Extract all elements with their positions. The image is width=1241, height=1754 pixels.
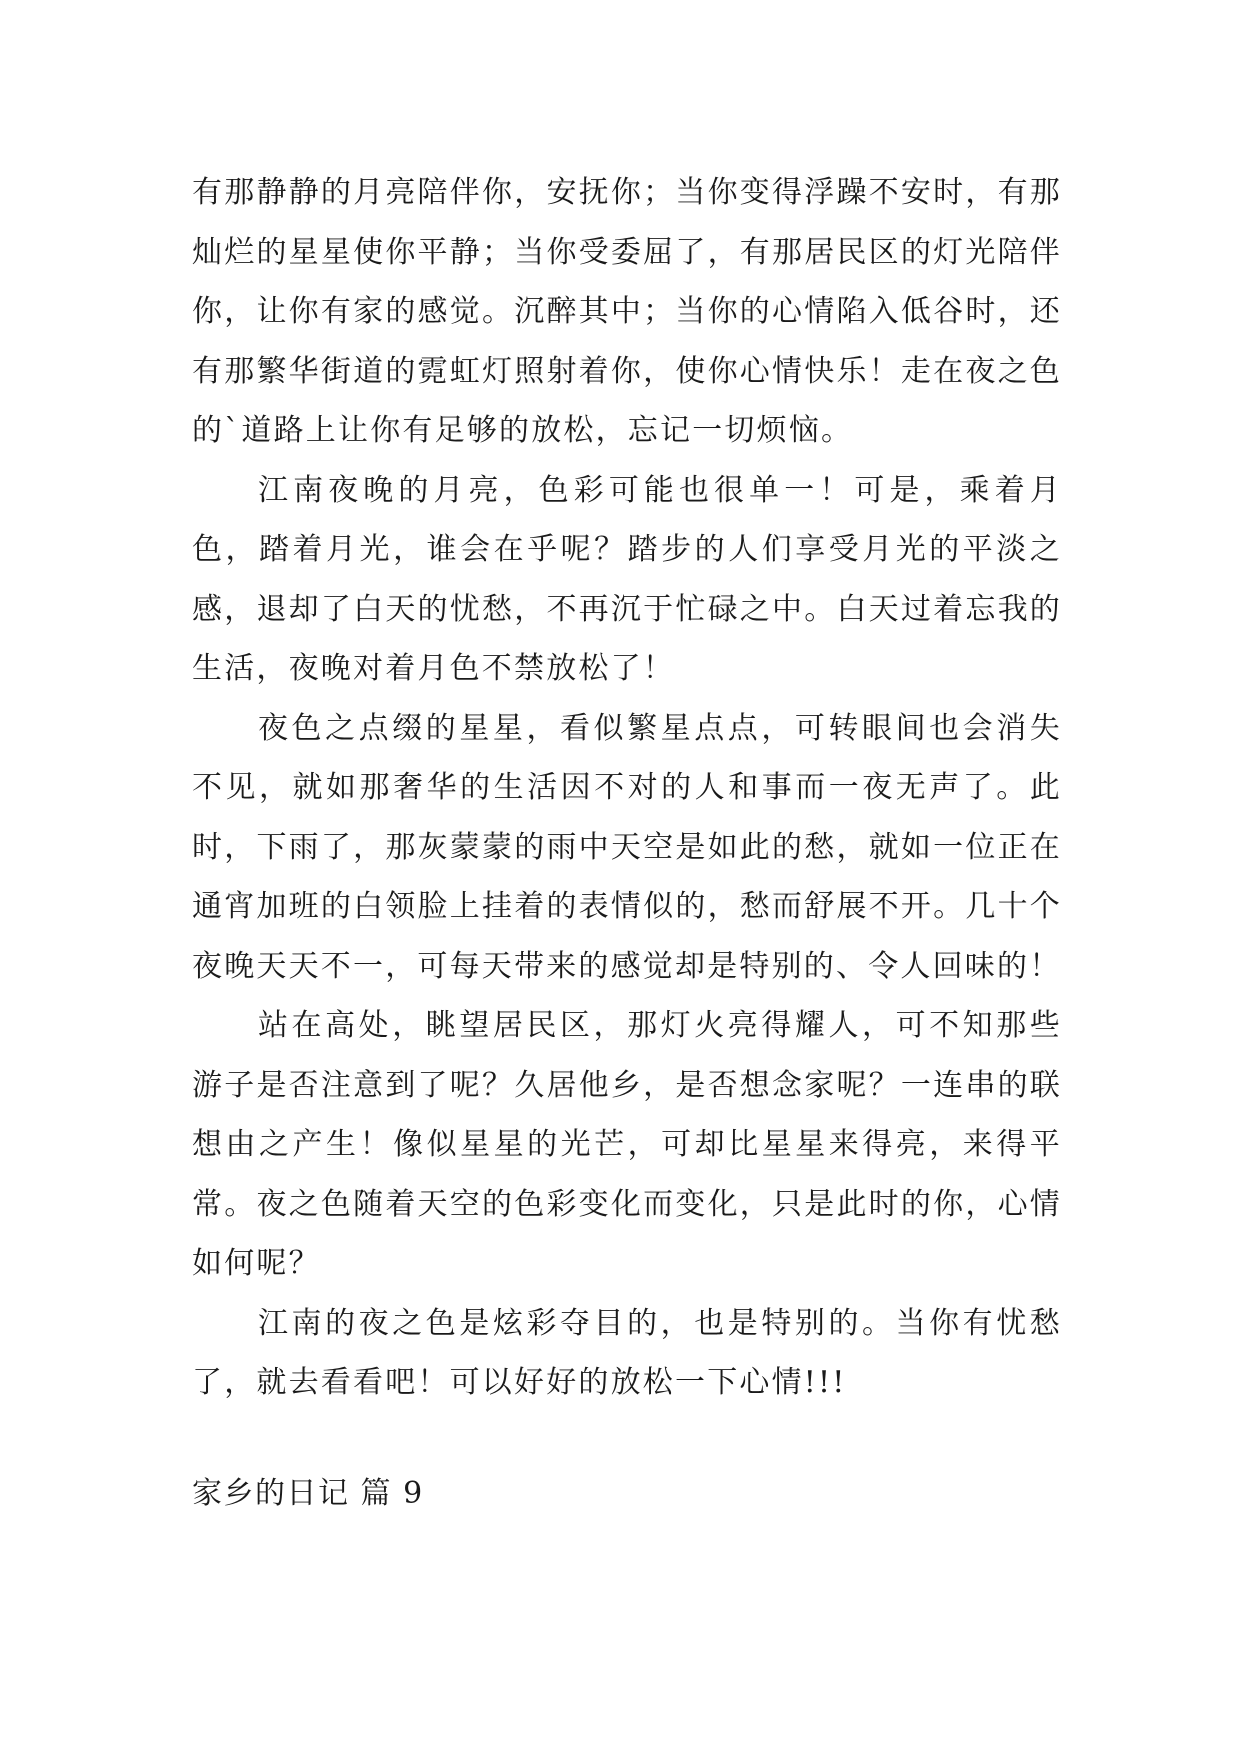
paragraph-5: 江南的夜之色是炫彩夺目的，也是特别的。当你有忧愁了，就去看看吧！可以好好的放松一下心情!!! — [192, 1305, 1062, 1400]
section-heading: 家乡的日记 篇 9 — [192, 1476, 424, 1511]
paragraph-4: 站在高处，眺望居民区，那灯火亮得耀人，可不知那些游子是否注意到了呢？久居他乡，是否想念家呢？一连串的联想由之产生！像似星星的光芒，可却比星星来得亮，来得平常。夜之色随着天空的色彩变化而变化，只是此时的你，心情如何呢？ — [192, 1008, 1062, 1281]
paragraph-1: 有那静静的月亮陪伴你，安抚你；当你变得浮躁不安时，有那灿烂的星星使你平静；当你受委屈了，有那居民区的灯光陪伴你，让你有家的感觉。沉醉其中；当你的心情陷入低谷时，还有那繁华街道的霓虹灯照射着你，使你心情快乐！走在夜之色的`道路上让你有足够的放松，忘记一切烦恼。 — [192, 175, 1062, 448]
document-body — [192, 163, 1062, 1413]
paragraph-2: 江南夜晚的月亮，色彩可能也很单一！可是，乘着月色，踏着月光，谁会在乎呢？踏步的人们享受月光的平淡之感，退却了白天的忧愁，不再沉于忙碌之中。白天过着忘我的生活，夜晚对着月色不禁放松了！ — [192, 472, 1062, 686]
paragraph-3: 夜色之点缀的星星，看似繁星点点，可转眼间也会消失不见，就如那奢华的生活因不对的人和事而一夜无声了。此时，下雨了，那灰蒙蒙的雨中天空是如此的愁，就如一位正在通宵加班的白领脸上挂着的表情似的，愁而舒展不开。几十个夜晚天天不一，可每天带来的感觉却是特别的、令人回味的！ — [192, 710, 1062, 984]
